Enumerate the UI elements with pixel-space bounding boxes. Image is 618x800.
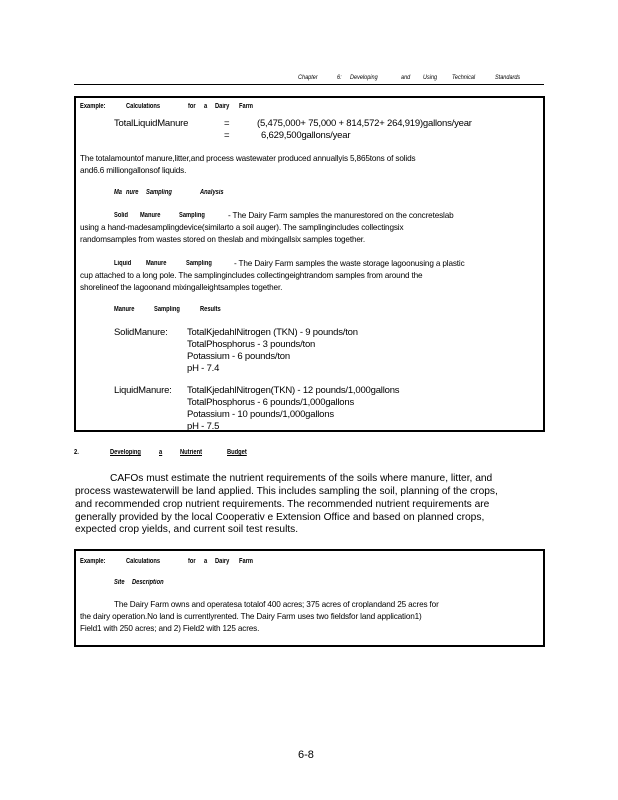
liquid-label-word: Manure (146, 260, 167, 267)
analysis-heading-word: nure (126, 189, 139, 196)
result-line: Potassium - 6 pounds/ton (187, 351, 290, 362)
heading-word: Calculations (126, 558, 161, 565)
calculation-result: 6,629,500gallons/year (261, 130, 351, 141)
paragraph-line: Field1 with 250 acres; and 2) Field2 with 125 acres. (80, 624, 260, 633)
page-number: 6-8 (298, 749, 314, 761)
paragraph-line: randomsamples from wastes stored on theslab and mixingallsix samples together. (80, 235, 366, 244)
section-title-word: Developing (110, 449, 141, 456)
equals-sign: = (224, 130, 230, 141)
site-heading-word: Site (114, 579, 125, 586)
result-line: TotalKjedahlNitrogen(TKN) - 12 pounds/1,000gallons (187, 385, 400, 396)
result-line: pH - 7.4 (187, 363, 220, 374)
header-word: Using (423, 74, 438, 81)
paragraph-line: CAFOs must estimate the nutrient requirements of the soils where manure, litter, and (110, 473, 493, 484)
example-box-site-description (74, 549, 545, 647)
paragraph-line: the dairy operation.No land is currentlyrented. The Dairy Farm uses two fieldsfor land application1) (80, 612, 422, 621)
liquid-label-word: Liquid (114, 260, 132, 267)
paragraph-line: The Dairy Farm owns and operatesa totalof 400 acres; 375 acres of croplandand 25 acres for (114, 600, 439, 609)
example-label: Example: (80, 103, 106, 110)
heading-word: for (188, 558, 196, 565)
site-heading-word: Description (132, 579, 164, 586)
results-heading-word: Results (200, 306, 221, 313)
header-rule (74, 84, 544, 85)
analysis-heading-word: Ma (114, 189, 122, 196)
result-line: TotalKjedahlNitrogen (TKN) - 9 pounds/ton (187, 327, 358, 338)
heading-word: Farm (239, 103, 254, 110)
result-line: Potassium - 10 pounds/1,000gallons (187, 409, 334, 420)
paragraph-line: process wastewaterwill be land applied. This includes sampling the soil, planning of the crops, (75, 486, 498, 497)
paragraph-line: - The Dairy Farm samples the waste storage lagoonusing a plastic (234, 259, 465, 268)
solid-label-word: Manure (140, 212, 161, 219)
results-heading-word: Manure (114, 306, 135, 313)
analysis-heading-word: Sampling (146, 189, 172, 196)
solid-label-word: Sampling (179, 212, 205, 219)
heading-word: a (204, 103, 208, 110)
result-line: pH - 7.5 (187, 421, 220, 432)
paragraph-line: and6.6 milliongallonsof liquids. (80, 166, 187, 175)
header-word: and (401, 74, 411, 81)
paragraph-line: cup attached to a long pole. The samplingincludes collectingeightrandom samples from around the (80, 271, 423, 280)
result-line: TotalPhosphorus - 3 pounds/ton (187, 339, 316, 350)
header-word: Chapter (298, 74, 318, 81)
header-word: 6: (337, 74, 342, 81)
solid-results-label: SolidManure: (114, 327, 168, 338)
result-line: TotalPhosphorus - 6 pounds/1,000gallons (187, 397, 355, 408)
total-liquid-label: TotalLiquidManure (114, 118, 189, 129)
calculation-line: (5,475,000+ 75,000 + 814,572+ 264,919)gallons/year (257, 118, 472, 129)
paragraph-line: using a hand-madesamplingdevice(similarto a soil auger). The samplingincludes collectingsix (80, 223, 404, 232)
header-word: Standards (495, 74, 521, 81)
section-number: 2. (74, 449, 79, 456)
heading-word: a (204, 558, 208, 565)
heading-word: Calculations (126, 103, 161, 110)
heading-word: Dairy (215, 558, 230, 565)
example-box-calculations (74, 96, 545, 432)
paragraph-line: generally provided by the local Cooperativ e Extension Office and based on planned crops, (75, 512, 485, 523)
equals-sign: = (224, 118, 230, 129)
header-word: Technical (452, 74, 476, 81)
section-title-word: Budget (227, 449, 247, 456)
paragraph-line: expected crop yields, and current soil test results. (75, 524, 299, 535)
heading-word: Dairy (215, 103, 230, 110)
header-word: Developing (350, 74, 378, 81)
heading-word: Farm (239, 558, 254, 565)
liquid-label-word: Sampling (186, 260, 212, 267)
section-title-word: Nutrient (180, 449, 203, 456)
paragraph-line: and recommended crop nutrient requirements. The recommended nutrient requirements are (75, 499, 490, 510)
heading-word: for (188, 103, 196, 110)
paragraph-line: - The Dairy Farm samples the manurestored on the concreteslab (228, 211, 454, 220)
example-label: Example: (80, 558, 106, 565)
paragraph-line: The totalamountof manure,litter,and process wastewater produced annuallyis 5,865tons of solids (80, 154, 416, 163)
section-title-word: a (159, 449, 163, 456)
analysis-heading-word: Analysis (200, 189, 224, 196)
solid-label-word: Solid (114, 212, 129, 219)
liquid-results-label: LiquidManure: (114, 385, 172, 396)
results-heading-word: Sampling (154, 306, 180, 313)
paragraph-line: shorelineof the lagoonand mixingalleightsamples together. (80, 283, 283, 292)
